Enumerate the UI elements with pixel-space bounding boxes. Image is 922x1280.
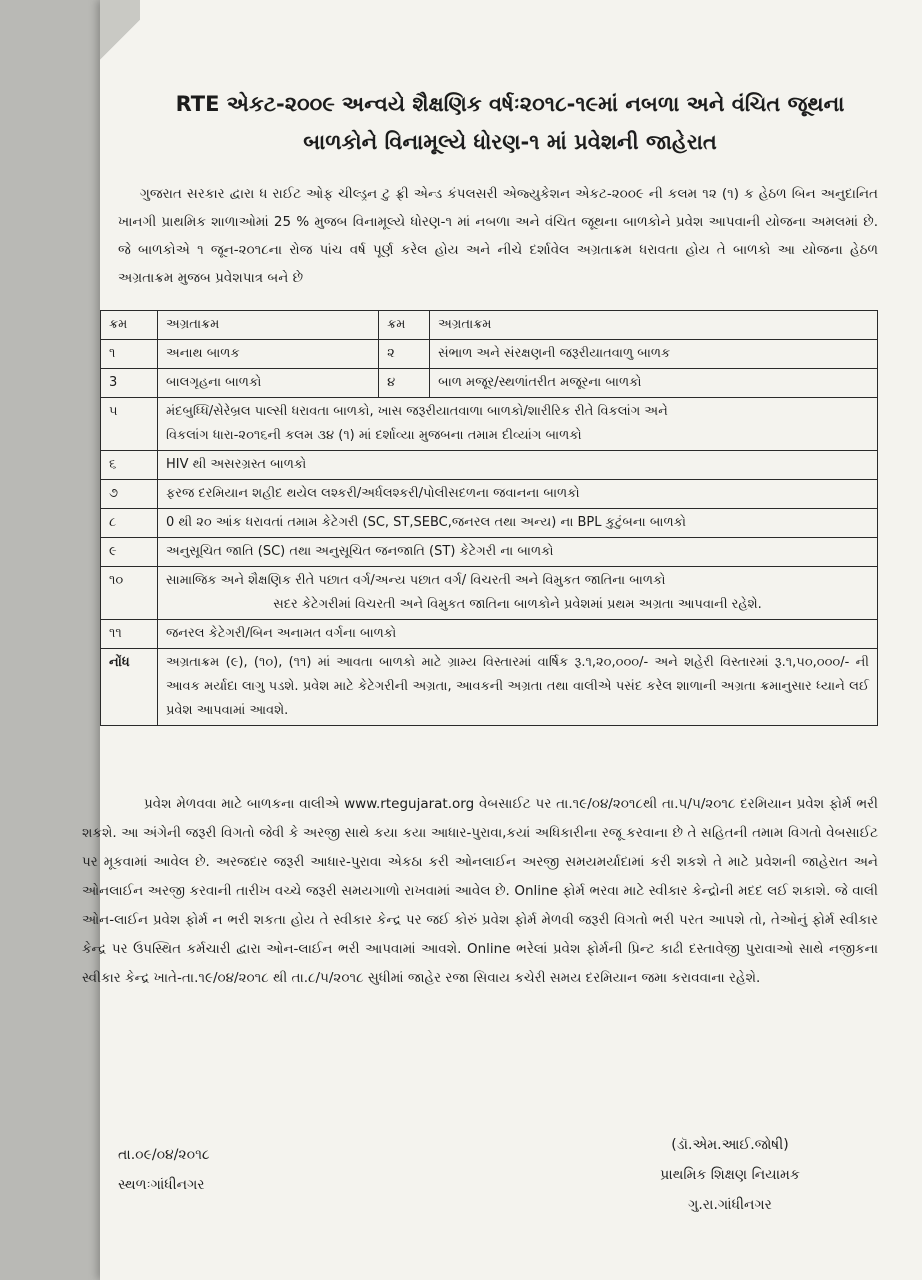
table-row	[101, 340, 878, 369]
table-note-row	[101, 649, 878, 726]
row-text: બાળ મજૂર/સ્થળાંતરીત મજૂરના બાળકો	[430, 369, 878, 398]
row-num: 3	[101, 369, 158, 398]
row-text: અનુસૂચિત જાતિ (SC) તથા અનુસૂચિત જનજાતિ (ST) કેટેગરી ના બાળકો	[158, 538, 878, 567]
row-text: અનાથ બાળક	[158, 340, 379, 369]
signature-block	[630, 1130, 830, 1220]
title-line-2: બાળકોને વિનામૂલ્યે ધોરણ-૧ માં પ્રવેશની જાહેરાત	[303, 130, 717, 154]
issue-place: સ્થળઃગાંધીનગર	[118, 1177, 205, 1193]
header-label: અગ્રતાક્રમ	[158, 311, 379, 340]
note-label: નોંધ	[101, 649, 158, 726]
row-num: ૧૦	[101, 567, 158, 620]
row-text: 0 થી ૨૦ આંક ધરાવતાં તમામ કેટેગરી (SC, ST,SEBC,જનરલ તથા અન્ય) ના BPL કુટુંબના બાળકો	[158, 509, 878, 538]
intro-text: ગુજરાત સરકાર દ્વારા ધ રાઈટ ઓફ ચીલ્ડ્રન ટુ ફ્રી એન્ડ કંપલસરી એજ્યુકેશન એકટ-૨૦૦૯ ની કલમ ૧૨ (૧) ક હેઠળ બિન અનુદાનિત ખાનગી પ્રાથમિક શાળાઓમાં 25 % મુજબ વિનામૂલ્યે ધોરણ-૧ માં નબળા અને વંચિત જૂથના બાળકોને પ્રવેશ આપવાની યોજના અમલમાં છે. જે બાળકોએ ૧ જૂન-૨૦૧૮ના રોજ પાંચ વર્ષ પૂર્ણ કરેલ હોય અને નીચે દર્શાવેલ અગ્રતાક્રમ ધરાવતા હોય તે બાળકો આ યોજના હેઠળ અગ્રતાક્રમ મુજબ પ્રવેશપાત્ર બને છે	[118, 186, 878, 286]
table-row	[101, 538, 878, 567]
table-row	[101, 509, 878, 538]
row-line: મંદબુધ્ધિ/સેરેબ્રલ પાલ્સી ધરાવતા બાળકો, ખાસ જરૂરીયાતવાળા બાળકો/શારીરિક રીતે વિકલાંગ અને	[166, 404, 668, 419]
note-text: અગ્રતાક્રમ (૯), (૧૦), (૧૧) માં આવતા બાળકો માટે ગ્રામ્ય વિસ્તારમાં વાર્ષિક રૂ.૧,૨૦,૦૦૦/- અને શહેરી વિસ્તારમાં રૂ.૧,૫૦,૦૦૦/- ની આવક મર્યાદા લાગુ પડશે. પ્રવેશ માટે કેટેગરીની અગ્રતા, આવકની અગ્રતા તથા વાલીએ પસંદ કરેલ શાળાની અગ્રતા ક્રમાનુસાર ધ્યાને લઈ પ્રવેશ આપવામાં આવશે.	[158, 649, 878, 726]
date-place-block	[118, 1140, 210, 1200]
signatory-name: (ડૉ.એમ.આઈ.જોષી)	[671, 1137, 789, 1153]
row-num: ૫	[101, 398, 158, 451]
priority-table	[100, 310, 878, 726]
row-line: સામાજિક અને શૈક્ષણિક રીતે પછાત વર્ગ/અન્ય પછાત વર્ગ/ વિચરતી અને વિમુકત જાતિના બાળકો	[166, 573, 666, 588]
table-row	[101, 369, 878, 398]
row-num: ૪	[379, 369, 430, 398]
table-row	[101, 451, 878, 480]
row-text: ફરજ દરમિયાન શહીદ થયેલ લશ્કરી/અર્ધલશ્કરી/પોલીસદળના જવાનના બાળકો	[158, 480, 878, 509]
row-line: વિકલાંગ ધારા-૨૦૧૬ની કલમ ૩૪ (૧) માં દર્શાવ્યા મુજબના તમામ દીવ્યાંગ બાળકો	[166, 428, 582, 443]
row-num: ૧૧	[101, 620, 158, 649]
table-row	[101, 620, 878, 649]
signatory-office: ગુ.રા.ગાંધીનગર	[688, 1197, 772, 1213]
header-label-2: અગ્રતાક્રમ	[430, 311, 878, 340]
intro-paragraph	[118, 180, 878, 292]
instructions-text: પ્રવેશ મેળવવા માટે બાળકના વાલીએ www.rtegujarat.org વેબસાઈટ પર તા.૧૯/૦૪/૨૦૧૮થી તા.૫/૫/૨૦૧૮ દરમિયાન પ્રવેશ ફોર્મ ભરી શકશે. આ અંગેની જરૂરી વિગતો જેવી કે અરજી સાથે કયા કયા આધાર-પુરાવા,કયાં અધિકારીના રજૂ કરવાના છે તે સહિતની તમામ વિગતો વેબસાઈટ પર મૂકવામાં આવેલ છે. અરજદાર જરૂરી આધાર-પુરાવા એકઠા કરી ઓનલાઈન અરજી સમયમર્યાદામાં કરી શકશે તે માટે પ્રવેશની જાહેરાત અને ઓનલાઈન અરજી કરવાની તારીખ વચ્ચે જરૂરી સમયગાળો રાખવામાં આવેલ છે. Online ફોર્મ ભરવા માટે સ્વીકાર કેન્દ્રોની મદદ લઈ શકાશે. જે વાલી ઓન-લાઈન પ્રવેશ ફોર્મ ન ભરી શકતા હોય તે સ્વીકાર કેન્દ્ર પર જઈ કોરું પ્રવેશ ફોર્મ મેળવી જરૂરી વિગતો ભરી પરત આપશે તો, તેઓનું ફોર્મ સ્વીકાર કેન્દ્ર પર ઉપસ્થિત કર્મચારી દ્વારા ઓન-લાઈન ભરી આપવામાં આવશે. Online ભરેલાં પ્રવેશ ફોર્મની પ્રિન્ટ કાઢી દસ્તાવેજી પુરાવાઓ સાથે નજીકના સ્વીકાર કેન્દ્ર ખાતે-તા.૧૯/૦૪/૨૦૧૮ થી તા.૮/૫/૨૦૧૮ સુધીમાં જાહેર રજા સિવાય કચેરી સમય દરમિયાન જમા કરાવવાના રહેશે.	[82, 796, 878, 986]
header-num: ક્રમ	[101, 311, 158, 340]
header-num-2: ક્રમ	[379, 311, 430, 340]
table-row	[101, 567, 878, 620]
row-text: જનરલ કેટેગરી/બિન અનામત વર્ગના બાળકો	[158, 620, 878, 649]
document-title	[110, 85, 910, 161]
row-text: બાલગૃહના બાળકો	[158, 369, 379, 398]
instructions-paragraph	[82, 790, 878, 993]
table-row	[101, 480, 878, 509]
title-line-1: RTE એકટ-૨૦૦૯ અન્વયે શૈક્ષણિક વર્ષઃ૨૦૧૮-૧૯માં નબળા અને વંચિત જૂથના	[175, 92, 845, 116]
issue-date: તા.૦૯/૦૪/૨૦૧૮	[118, 1147, 210, 1163]
row-text	[158, 567, 878, 620]
row-line: સદર કેટેગરીમાં વિચરતી અને વિમુકત જાતિના બાળકોને પ્રવેશમાં પ્રથમ અગ્રતા આપવાની રહેશે.	[273, 597, 762, 612]
row-num: ૮	[101, 509, 158, 538]
row-num: ૯	[101, 538, 158, 567]
row-num: ૭	[101, 480, 158, 509]
table-header-row	[101, 311, 878, 340]
row-text	[158, 398, 878, 451]
row-num: ૬	[101, 451, 158, 480]
signatory-designation: પ્રાથમિક શિક્ષણ નિયામક	[660, 1167, 800, 1183]
row-num: ૧	[101, 340, 158, 369]
row-text: સંભાળ અને સંરક્ષણની જરૂરીયાતવાળુ બાળક	[430, 340, 878, 369]
row-text: HIV થી અસરગ્રસ્ત બાળકો	[158, 451, 878, 480]
table-row	[101, 398, 878, 451]
row-num: ૨	[379, 340, 430, 369]
